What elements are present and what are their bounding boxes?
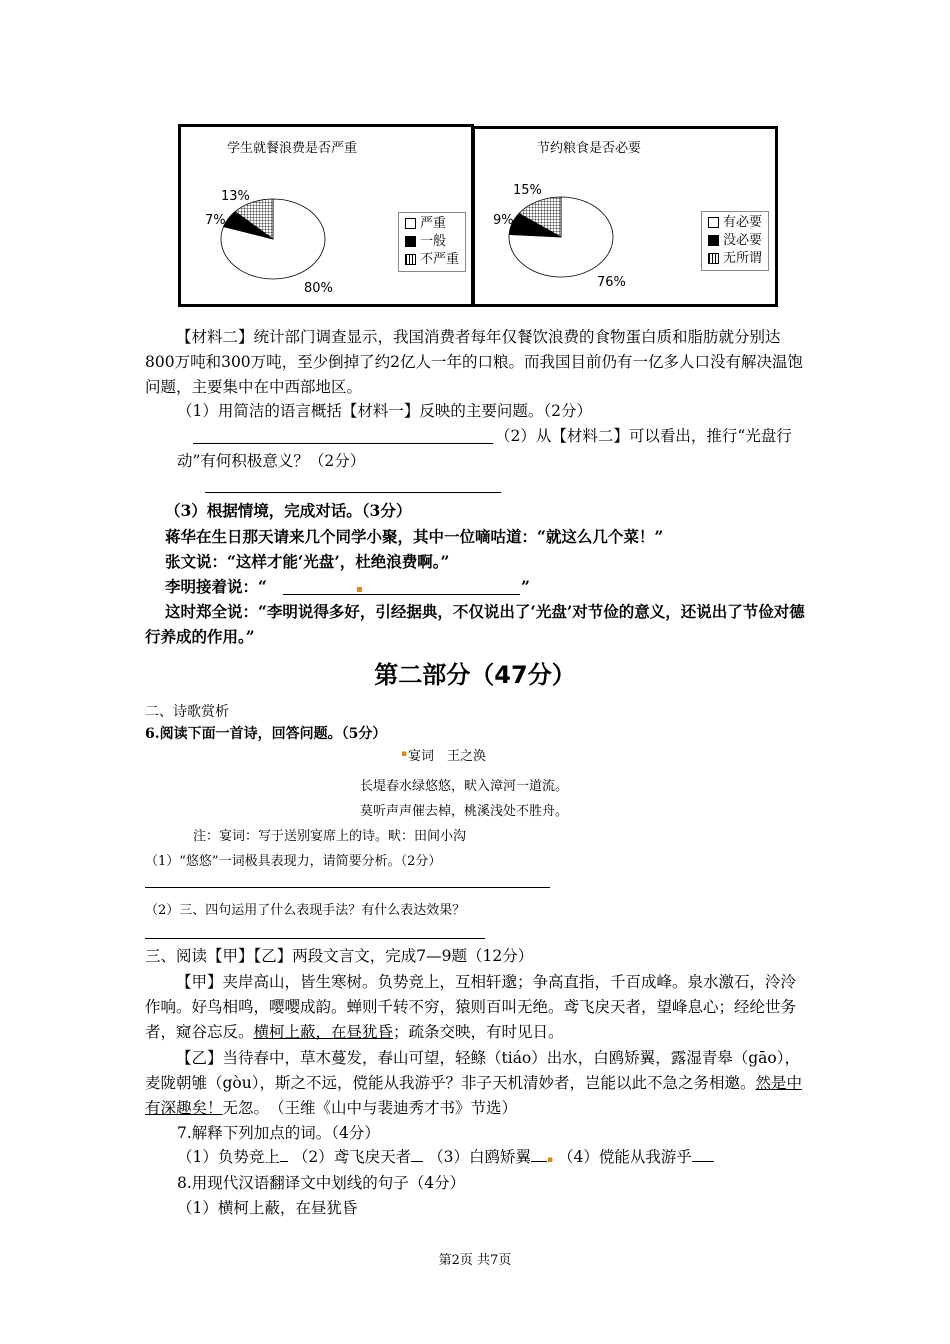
chart-2-legend xyxy=(701,211,769,271)
legend-item: 严重 xyxy=(405,215,459,233)
dialogue-line-3-end: ” xyxy=(521,577,530,596)
material-2: 【材料二】统计部门调查显示，我国消费者每年仅餐饮浪费的食物蛋白质和脂肪就分别达800万吨和300万吨，至少倒掉了约2亿人一年的口粮。而我国目前仍有一亿多人口没有解决温饱问题，主要集中在中西部地区。 xyxy=(145,328,804,396)
chart-1-label-13: 13% xyxy=(221,189,250,204)
legend-item: 无所谓 xyxy=(708,250,762,268)
q7-item-1: （1）负势竞上 xyxy=(177,1148,280,1166)
chart-2 xyxy=(472,126,778,307)
cursor-mark: ▪ xyxy=(401,749,408,759)
passage-jia xyxy=(145,970,810,1045)
question-2b: 动”有何积极意义？（2分） xyxy=(177,452,366,470)
cursor-mark: ▪ xyxy=(356,584,363,595)
answer-line xyxy=(145,887,550,888)
question-1: （1）用简洁的语言概括【材料一】反映的主要问题。（2分） xyxy=(177,402,592,420)
question-7: 7.解释下列加点的词。（4分） xyxy=(177,1124,380,1142)
q7-item-4: （4）傥能从我游乎 xyxy=(558,1148,692,1166)
passage-yi-underlined: 然是中有深趣矣！ xyxy=(145,1074,803,1117)
q7-item-3: （3）白鸥矫翼 xyxy=(428,1148,531,1166)
chart-1-legend xyxy=(398,212,466,272)
legend-item: 没必要 xyxy=(708,232,762,250)
question-7-items: （1）负势竞上 （2）鸢飞戾天者 （3）白鸥矫翼 ▪ （4）傥能从我游乎 xyxy=(177,1145,817,1173)
chart-2-label-9: 9% xyxy=(493,213,514,228)
chart-1-label-7: 7% xyxy=(205,213,226,228)
dialogue-line-4: 这时郑全说：“李明说得多好，引经据典，不仅说出了‘光盘’对节俭的意义，还说出了节俭对德行养成的作用。” xyxy=(145,602,805,646)
question-6-2: （2）三、四句运用了什么表现手法？有什么表达效果？ xyxy=(145,903,466,918)
chart-1 xyxy=(178,124,474,307)
legend-item: 不严重 xyxy=(405,251,459,269)
answer-line xyxy=(205,492,501,493)
dialogue-line-3-start: 李明接着说：“ xyxy=(165,577,267,596)
passage-yi-tail: 无忽。 （王维《山中与裴迪秀才书》节选） xyxy=(222,1099,518,1117)
page-footer: 第2页 共7页 xyxy=(438,1253,512,1268)
legend-item: 有必要 xyxy=(708,214,762,232)
passage-jia-underlined: 横柯上蔽，在昼犹昏 xyxy=(253,1023,394,1041)
part-2-title: 第二部分（47分） xyxy=(374,661,576,689)
question-8: 8.用现代汉语翻译文中划线的句子（4分） xyxy=(177,1174,466,1192)
chart-2-title: 节约粮食是否必要 xyxy=(537,141,642,156)
poem-line-2: 莫听声声催去棹，桃溪浅处不胜舟。 xyxy=(360,804,569,819)
dialogue-line-1: 蒋华在生日那天请来几个同学小聚，其中一位嘀咕道：“就这么几个菜！” xyxy=(165,527,664,546)
poem-note: 注：宴词：写于送别宴席上的诗。畎：田间小沟 xyxy=(193,829,467,844)
question-6: 6.阅读下面一首诗，回答问题。（5分） xyxy=(145,726,387,742)
chart-2-label-76: 76% xyxy=(597,275,626,290)
passage-jia-tail: ；疏条交映，有时见日。 xyxy=(393,1023,564,1041)
chart-1-label-80: 80% xyxy=(304,281,333,296)
chart-2-label-15: 15% xyxy=(513,183,542,198)
poem-line-1: 长堤春水绿悠悠，畎入漳河一道流。 xyxy=(360,779,569,794)
passage-yi-text: 【乙】当待春中，草木蔓发，春山可望，轻鲦（tiáo）出水，白鸥矫翼，露湿青皋（gāo），麦陇朝雊（gòu），斯之不远，傥能从我游乎？非子天机清妙者，岂能以此不急之务相邀。 xyxy=(145,1049,801,1092)
question-6-1: （1）“悠悠”一词极具表现力，请简要分析。（2分） xyxy=(145,854,442,869)
answer-line xyxy=(193,443,493,444)
legend-item: 一般 xyxy=(405,233,459,251)
answer-line xyxy=(145,938,485,939)
poem-title: 宴词 王之涣 xyxy=(408,749,487,764)
question-2a: （2）从【材料二】可以看出，推行“光盘行 xyxy=(495,427,792,445)
section-2-heading: 二、诗歌赏析 xyxy=(145,704,229,720)
section-3-heading: 三、阅读【甲】【乙】两段文言文，完成7—9题（12分） xyxy=(145,947,534,965)
q7-item-2: （2）鸢飞戾天者 xyxy=(292,1148,412,1166)
passage-yi xyxy=(145,1046,810,1121)
question-8-1: （1）横柯上蔽，在昼犹昏 xyxy=(177,1199,358,1217)
dialogue-line-2: 张文说：“这样才能‘光盘’，杜绝浪费啊。” xyxy=(165,552,450,571)
chart-1-title: 学生就餐浪费是否严重 xyxy=(227,141,358,156)
passage-jia-text: 【甲】夹岸高山，皆生寒树。负势竞上，互相轩邈；争高直指，千百成峰。泉水激石，泠泠作响。好鸟相鸣，嘤嘤成韵。蝉则千转不穷，猿则百叫无绝。鸢飞戾天者，望峰息心；经纶世务者，窥谷忘反。 xyxy=(145,973,797,1041)
answer-line xyxy=(283,594,520,595)
question-3-title: （3）根据情境，完成对话。（3分） xyxy=(165,501,412,520)
